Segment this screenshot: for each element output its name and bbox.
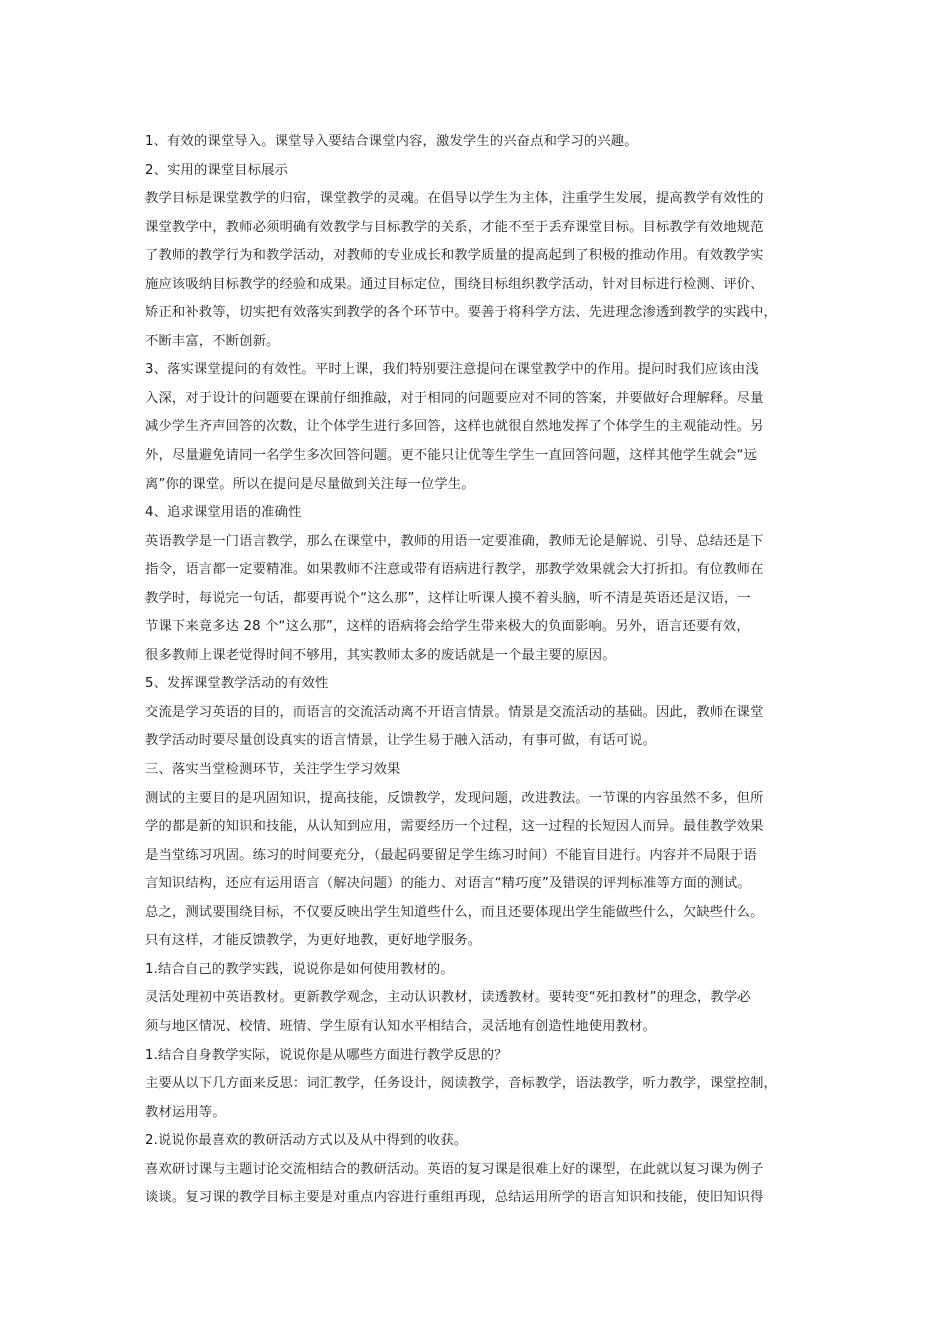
text-line: 灵活处理初中英语教材。更新教学观念，主动认识教材，读透教材。要转变“死扣教材”的理念，教学必: [145, 990, 751, 1006]
document-body: [145, 128, 813, 1213]
text-line: 教材运用等。: [145, 1104, 226, 1120]
text-line: 言知识结构，还应有运用语言（解决问题）的能力、对语言“精巧度”及错误的评判标准等方面的测试。: [145, 876, 751, 892]
text-line: 是当堂练习巩固。练习的时间要充分，（最起码要留足学生练习时间）不能盲目进行。内容并不局限于语: [145, 847, 757, 863]
section-heading: 5、发挥课堂教学活动的有效性: [145, 676, 329, 692]
text-line: 外，尽量避免请同一名学生多次回答问题。更不能只让优等生学生一直回答问题，这样其他学生就会“远: [145, 448, 758, 464]
section-heading: 4、追求课堂用语的准确性: [145, 505, 302, 521]
text-line: 须与地区情况、校情、班情、学生原有认知水平相结合，灵活地有创造性地使用教材。: [145, 1018, 656, 1034]
question-heading: 1.结合自己的教学实践，说说你是如何使用教材的。: [145, 961, 454, 977]
text-line: 喜欢研讨课与主题讨论交流相结合的教研活动。英语的复习课是很难上好的课型，在此就以复习课为例子: [145, 1161, 764, 1177]
section-heading: 2、实用的课堂目标展示: [145, 162, 289, 178]
text-line: 总之，测试要围绕目标，不仅要反映出学生知道些什么，而且还要体现出学生能做些什么，欠缺些什么。: [145, 904, 764, 920]
text-line: 主要从以下几方面来反思：词汇教学，任务设计，阅读教学，音标教学，语法教学，听力教学，课堂控制，: [145, 1076, 778, 1092]
text-line: 教学活动时要尽量创设真实的语言情景，让学生易于融入活动，有事可做，有话可说。: [145, 733, 656, 749]
question-heading: 1.结合自身教学实际，说说你是从哪些方面进行教学反思的？: [145, 1047, 508, 1063]
text-line: 离”你的课堂。所以在提问是尽量做到关注每一位学生。: [145, 476, 475, 492]
text-line: 只有这样，才能反馈教学，为更好地教，更好地学服务。: [145, 933, 482, 949]
text-line: 入深，对于设计的问题要在课前仔细推敲，对于相同的问题要应对不同的答案，并要做好合理解释。尽量: [145, 390, 764, 406]
text-line: 交流是学习英语的目的，而语言的交流活动离不开语言情景。情景是交流活动的基础。因此，教师在课堂: [145, 704, 764, 720]
text-line: 学的都是新的知识和技能，从认知到应用，需要经历一个过程，这一过程的长短因人而异。最佳教学效果: [145, 819, 764, 835]
text-line: 谈谈。复习课的教学目标主要是对重点内容进行重组再现，总结运用所学的语言知识和技能，使旧知识得: [145, 1190, 764, 1206]
text-line: 不断丰富，不断创新。: [145, 333, 280, 349]
question-heading: 2.说说你最喜欢的教研活动方式以及从中得到的收获。: [145, 1133, 468, 1149]
text-line: 施应该吸纳目标教学的经验和成果。通过目标定位，围绕目标组织教学活动，针对目标进行检测、评价、: [145, 276, 764, 292]
section-heading: 三、落实当堂检测环节，关注学生学习效果: [145, 762, 401, 778]
text-line: 很多教师上课老觉得时间不够用，其实教师太多的废话就是一个最主要的原因。: [145, 647, 616, 663]
text-line: 减少学生齐声回答的次数，让个体学生进行多回答，这样也就很自然地发挥了个体学生的主观能动性。另: [145, 419, 764, 435]
text-line: 教学时，每说完一句话，都要再说个“这么那”，这样让听课人摸不着头脑，听不清是英语还是汉语，一: [145, 590, 751, 606]
text-line: 教学目标是课堂教学的归宿，课堂教学的灵魂。在倡导以学生为主体，注重学生发展，提高教学有效性的: [145, 191, 764, 207]
text-line: 1、有效的课堂导入。课堂导入要结合课堂内容，激发学生的兴奋点和学习的兴趣。: [145, 134, 638, 149]
text-line: 矫正和补救等，切实把有效落实到教学的各个环节中。要善于将科学方法、先进理念渗透到教学的实践中，: [145, 305, 778, 321]
text-line: 英语教学是一门语言教学，那么在课堂中，教师的用语一定要准确，教师无论是解说、引导、总结还是下: [145, 533, 764, 549]
text-line: 指令，语言都一定要精准。如果教师不注意或带有语病进行教学，那教学效果就会大打折扣。有位教师在: [145, 562, 764, 578]
text-line: 节课下来竟多达 28 个“这么那”，这样的语病将会给学生带来极大的负面影响。另外，语言还要有效，: [145, 619, 750, 635]
text-line: 3、落实课堂提问的有效性。平时上课，我们特别要注意提问在课堂教学中的作用。提问时我们应该由浅: [145, 362, 759, 378]
text-line: 测试的主要目的是巩固知识，提高技能，反馈教学，发现问题，改进教法。一节课的内容虽然不多，但所: [145, 790, 764, 806]
text-line: 课堂教学中，教师必须明确有效教学与目标教学的关系，才能不至于丢弃课堂目标。目标教学有效地规范: [145, 219, 764, 235]
text-line: 了教师的教学行为和教学活动，对教师的专业成长和教学质量的提高起到了积极的推动作用。有效教学实: [145, 248, 764, 264]
